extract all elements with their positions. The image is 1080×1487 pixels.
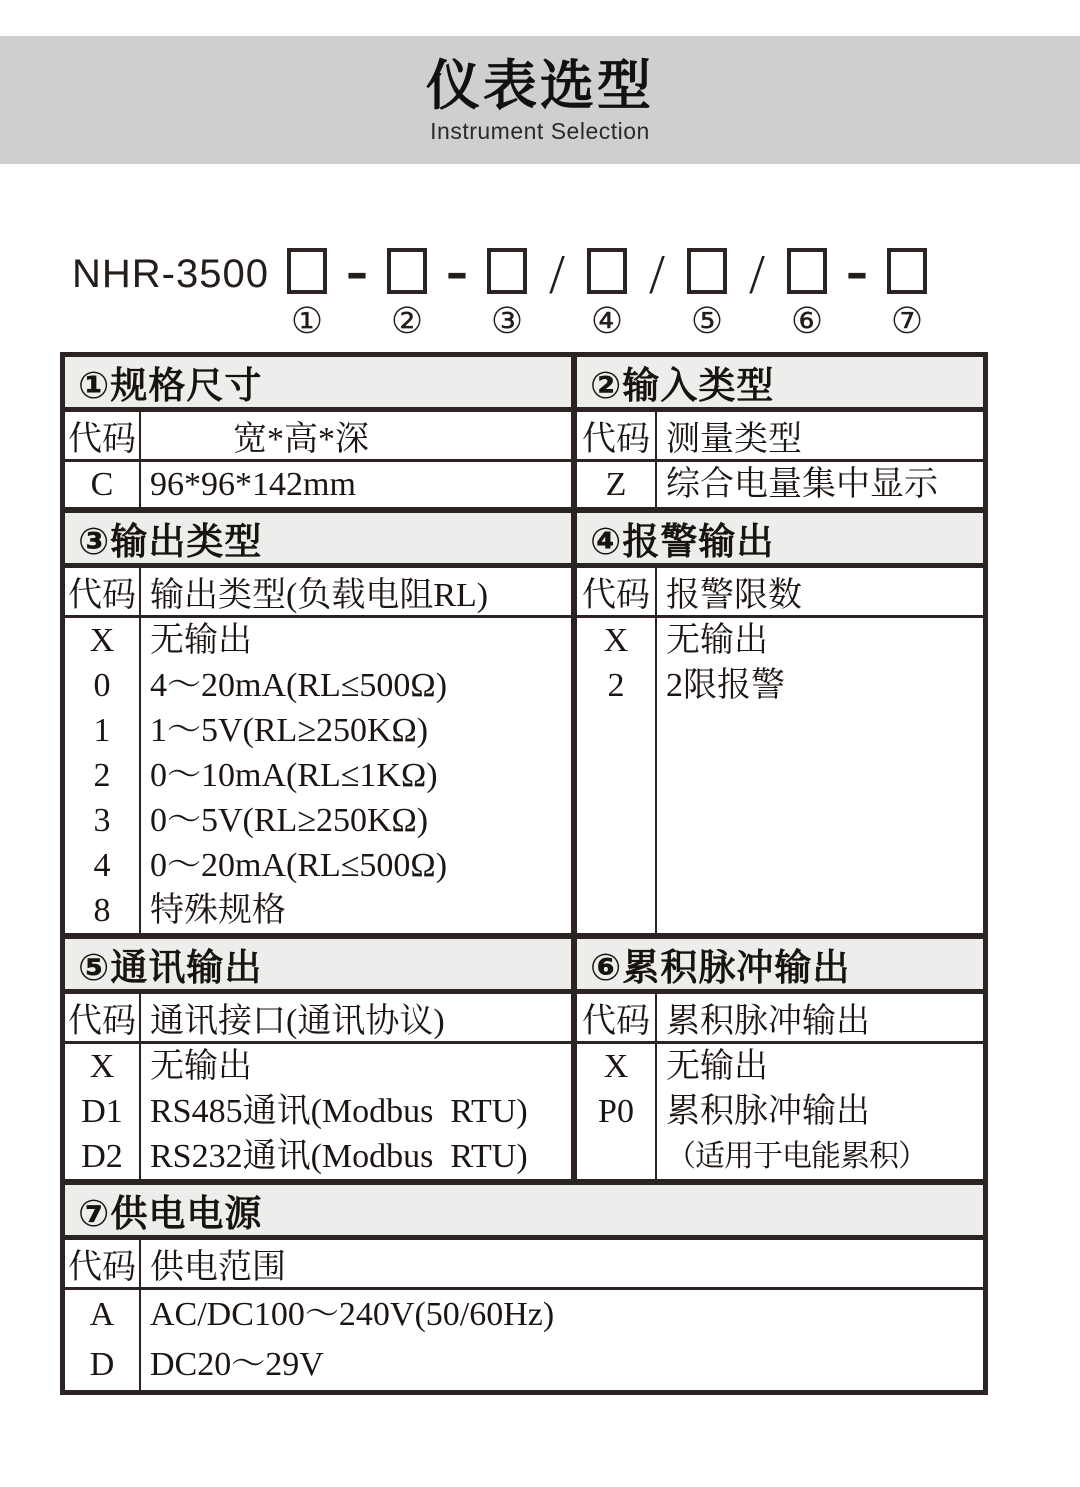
model-prefix: NHR-3500	[72, 252, 269, 296]
desc-value: AC/DC100～240V(50/60Hz)	[150, 1296, 555, 1333]
section-size-title: ①规格尺寸	[78, 365, 263, 406]
code-col-label: 代码	[65, 994, 141, 1041]
model-digit-2: ②	[390, 301, 424, 342]
code-value: 8	[93, 892, 111, 929]
desc-value: 无输出	[666, 1048, 768, 1085]
model-digit-4: ④	[590, 301, 624, 342]
desc-value: 2限报警	[666, 667, 785, 704]
code-value: D2	[81, 1138, 123, 1175]
model-slot-3	[485, 248, 529, 342]
code-value: A	[89, 1296, 115, 1333]
section-comm-body	[65, 1044, 571, 1179]
model-box-7	[887, 248, 927, 294]
code-col-label: 代码	[577, 412, 657, 459]
section-pulse-header	[577, 939, 983, 994]
desc-col-label: 供电范围	[150, 1249, 286, 1286]
desc-value-note: （适用于电能累积）	[666, 1140, 927, 1173]
code-value: X	[89, 622, 115, 659]
section-size-body	[65, 462, 571, 507]
desc-value: 无输出	[150, 1048, 252, 1085]
code-value: 2	[93, 757, 111, 794]
model-digit-1: ①	[290, 301, 324, 342]
separator-slash-3: /	[749, 244, 765, 306]
title-banner	[0, 36, 1080, 164]
model-slot-1	[285, 248, 329, 342]
section-output-title: ③输出类型	[78, 521, 263, 562]
desc-value: 96*96*142mm	[150, 466, 356, 503]
section-comm-colhead	[65, 994, 571, 1044]
section-size	[65, 357, 577, 507]
model-box-2	[387, 248, 427, 294]
separator-slash-2: /	[649, 244, 665, 306]
page-title: 仪表选型	[426, 55, 654, 116]
code-value: X	[89, 1048, 115, 1085]
model-box-3	[487, 248, 527, 294]
desc-value: 特殊规格	[150, 892, 286, 929]
section-alarm-title: ④报警输出	[590, 521, 775, 562]
model-code-row	[72, 233, 1080, 342]
section-comm-title: ⑤通讯输出	[78, 947, 263, 988]
model-slot-2	[385, 248, 429, 342]
desc-value: 无输出	[150, 622, 252, 659]
desc-value: 综合电量集中显示	[666, 466, 938, 503]
section-size-header	[65, 357, 571, 412]
code-value: P0	[598, 1093, 634, 1130]
section-pulse-colhead	[577, 994, 983, 1044]
desc-value: 0～10mA(RL≤1KΩ)	[150, 757, 438, 794]
desc-col-label: 报警限数	[666, 577, 802, 614]
code-value: D1	[81, 1093, 123, 1130]
table-band-size-input	[65, 357, 983, 513]
separator-slash-1: /	[549, 244, 565, 306]
code-col-label: 代码	[65, 1240, 141, 1287]
desc-value: 1～5V(RL≥250KΩ)	[150, 712, 429, 749]
desc-value: 0～20mA(RL≤500Ω)	[150, 847, 448, 884]
desc-value: 4～20mA(RL≤500Ω)	[150, 667, 448, 704]
section-output-header	[65, 513, 571, 568]
code-value: X	[603, 622, 629, 659]
section-power-colhead	[65, 1240, 983, 1290]
model-code-area	[72, 233, 1080, 342]
model-slot-4	[585, 248, 629, 342]
section-pulse-output	[577, 939, 983, 1179]
code-col-label: 代码	[577, 994, 657, 1041]
model-box-6	[787, 248, 827, 294]
code-value: Z	[605, 466, 627, 503]
code-col-label: 代码	[65, 568, 141, 615]
code-value: 3	[93, 802, 111, 839]
model-box-4	[587, 248, 627, 294]
section-comm-output	[65, 939, 577, 1179]
table-band-comm-pulse	[65, 939, 983, 1185]
section-output-type	[65, 513, 577, 933]
section-alarm-output	[577, 513, 983, 933]
code-value: 2	[607, 667, 625, 704]
table-band-output-alarm	[65, 513, 983, 939]
section-input-body	[577, 462, 983, 507]
code-value: D	[89, 1346, 115, 1383]
code-col-label: 代码	[65, 412, 141, 459]
section-input-type	[577, 357, 983, 507]
section-comm-header	[65, 939, 571, 994]
selection-table	[60, 352, 988, 1395]
code-value: C	[90, 466, 114, 503]
section-alarm-header	[577, 513, 983, 568]
model-slot-6	[785, 248, 829, 342]
section-input-colhead	[577, 412, 983, 462]
code-value: X	[603, 1048, 629, 1085]
desc-value: 无输出	[666, 622, 768, 659]
code-value	[577, 1134, 655, 1179]
section-power-supply	[65, 1185, 983, 1390]
desc-col-label: 通讯接口(通讯协议)	[150, 1003, 445, 1040]
model-slot-7	[885, 248, 929, 342]
model-digit-5: ⑤	[690, 301, 724, 342]
table-band-power	[65, 1185, 983, 1390]
model-digit-6: ⑥	[790, 301, 824, 342]
desc-col-label: 测量类型	[666, 421, 802, 458]
section-alarm-colhead	[577, 568, 983, 618]
separator-dash-1: -	[345, 233, 368, 306]
desc-col-label: 宽*高*深	[233, 421, 369, 458]
code-col-label: 代码	[577, 568, 657, 615]
section-input-title: ②输入类型	[590, 365, 775, 406]
section-input-header	[577, 357, 983, 412]
section-size-colhead	[65, 412, 571, 462]
section-power-body	[65, 1290, 983, 1390]
instrument-selection-page	[0, 36, 1080, 1487]
model-digit-7: ⑦	[890, 301, 924, 342]
section-output-colhead	[65, 568, 571, 618]
desc-value: RS232通讯(Modbus RTU)	[150, 1138, 528, 1175]
model-box-5	[687, 248, 727, 294]
separator-dash-3: -	[845, 233, 868, 306]
section-pulse-title: ⑥累积脉冲输出	[590, 947, 851, 988]
code-value: 1	[93, 712, 111, 749]
page-subtitle: Instrument Selection	[430, 117, 650, 144]
model-box-1	[287, 248, 327, 294]
desc-value: RS485通讯(Modbus RTU)	[150, 1093, 528, 1130]
section-pulse-body	[577, 1044, 983, 1179]
section-output-body	[65, 618, 571, 933]
section-power-header	[65, 1185, 983, 1240]
model-digit-3: ③	[490, 301, 524, 342]
code-value: 0	[93, 667, 111, 704]
code-value: 4	[93, 847, 111, 884]
desc-value: 累积脉冲输出	[666, 1093, 870, 1130]
separator-dash-2: -	[445, 233, 468, 306]
section-alarm-body	[577, 618, 983, 933]
desc-value: 0～5V(RL≥250KΩ)	[150, 802, 429, 839]
model-slot-5	[685, 248, 729, 342]
desc-col-label: 累积脉冲输出	[666, 1003, 870, 1040]
desc-value: DC20～29V	[150, 1346, 324, 1383]
section-power-title: ⑦供电电源	[78, 1193, 263, 1234]
desc-col-label: 输出类型(负载电阻RL)	[150, 577, 489, 614]
